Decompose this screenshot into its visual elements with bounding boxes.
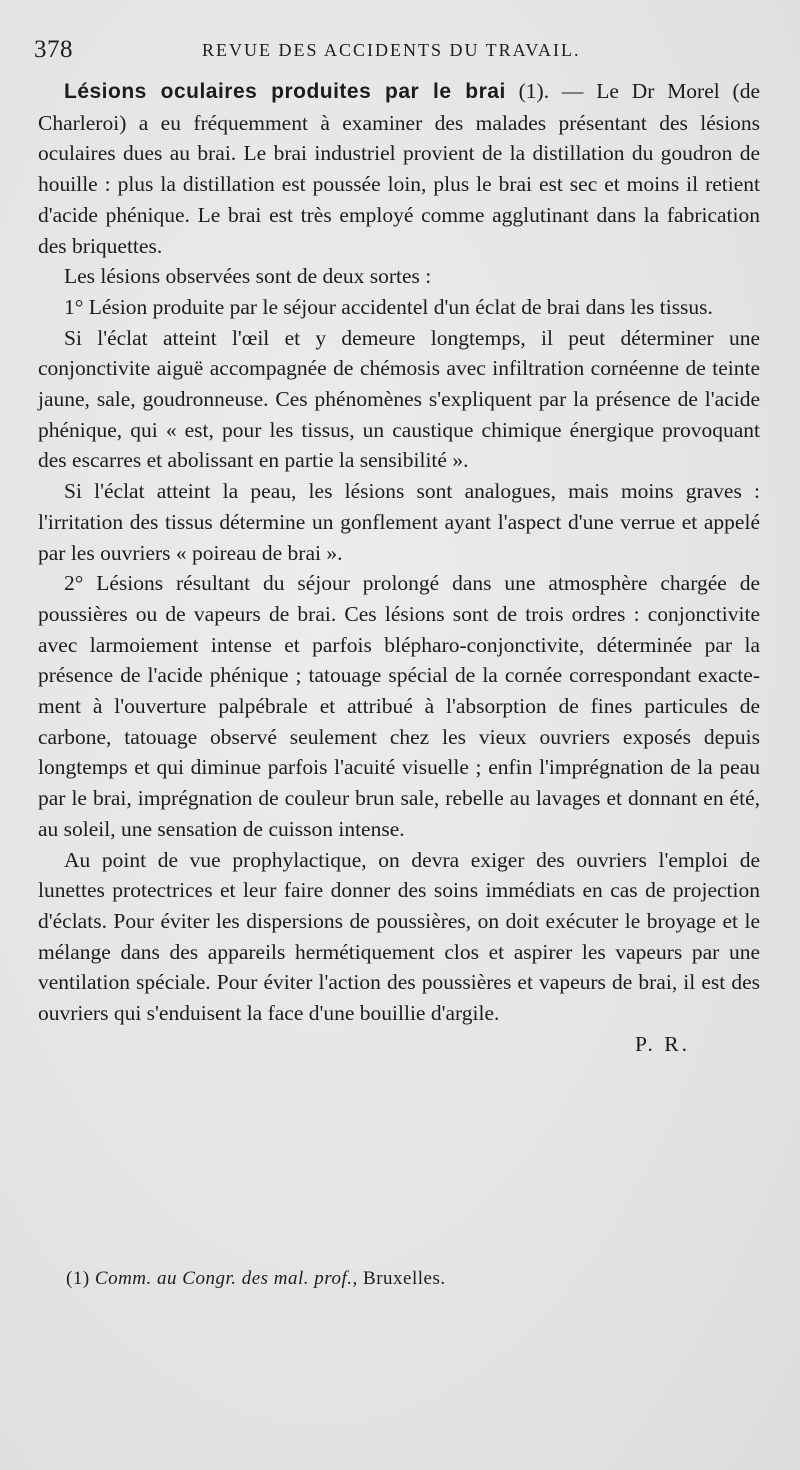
paragraph: Si l'éclat atteint la peau, les lésions sont analogues, mais moins graves : l'irritation des tissus détermine un gonflement ayant l'aspect d'une verrue et appelé par les ouvriers « poireau de brai ». <box>38 479 760 565</box>
running-title: REVUE DES ACCIDENTS DU TRAVAIL. <box>202 40 581 60</box>
footnote-marker: (1) <box>66 1268 90 1289</box>
page-number: 378 <box>34 36 73 63</box>
signature: P. R. <box>634 1031 690 1056</box>
paragraph: 1° Lésion produite par le séjour accidentel d'un éclat de brai dans les tissus. <box>64 294 713 319</box>
footnote-reference: (1). <box>518 79 550 103</box>
paragraph: Les lésions observées sont de deux sortes : <box>64 264 432 289</box>
lead-text: — Le Dr Morel (de Charleroi) a eu fréquemment à examiner des malades présentant des lésions oculaires dues au brai. Le brai industriel provient de la distillation du goudron de houille : plus la distillation est poussée loin, plus le brai est sec et moins il retient d'acide phénique. Le brai est très employé comme agglutinant dans la fabrication des briquettes. <box>38 79 760 258</box>
footnote-place: Bruxelles. <box>363 1268 446 1289</box>
footnote <box>66 1268 446 1290</box>
paragraph: 2° Lésions résultant du séjour prolongé dans une atmosphère chargée de poussières ou de vapeurs de brai. Ces lésions sont de trois ordres : conjonctivite avec larmoiement intense et parfois blépharo-conjonctivite, déterminée par la présence de l'acide phénique ; tatouage spécial de la cornée correspondant exactement à l'ouverture palpébrale et attribué à l'absorption de fines particules de carbone, tatouage observé seulement chez les vieux ouvriers exposés depuis longtemps et qui diminue parfois l'acuité visuelle ; enfin l'imprégnation de la peau par le brai, imprégnation de couleur brun sale, rebelle au lavages et donnant en été, au soleil, une sensation de cuisson intense. <box>38 571 760 841</box>
article-lead-paragraph <box>38 76 760 261</box>
article-body <box>38 76 760 1060</box>
footnote-citation: Comm. au Congr. des mal. prof., <box>94 1268 358 1289</box>
article-title: Lésions oculaires produites par le brai <box>64 80 506 103</box>
paragraph: Si l'éclat atteint l'œil et y demeure longtemps, il peut déterminer une conjonctivite aiguë accompagnée de chémosis avec infiltration cornéenne de teinte jaune, sale, goudronneuse. Ces phénomènes s'expliquent par la présence de l'acide phénique, qui « est, pour les tissus, un caustique chimique énergique provoquant des escarres et abolissant en partie la sensibilité ». <box>38 325 760 473</box>
page-header <box>34 36 764 66</box>
paragraph: Au point de vue prophylactique, on devra exiger des ouvriers l'emploi de lunettes protectrices et leur faire donner des soins immédiats en cas de projection d'éclats. Pour éviter les dispersions de poussières, on doit exécuter le broyage et le mélange dans des appareils hermétiquement clos et aspirer les vapeurs par une ventilation spéciale. Pour éviter l'action des poussières et vapeurs de brai, il est des ouvriers qui s'enduisent la face d'une bouillie d'argile. <box>38 847 760 1026</box>
